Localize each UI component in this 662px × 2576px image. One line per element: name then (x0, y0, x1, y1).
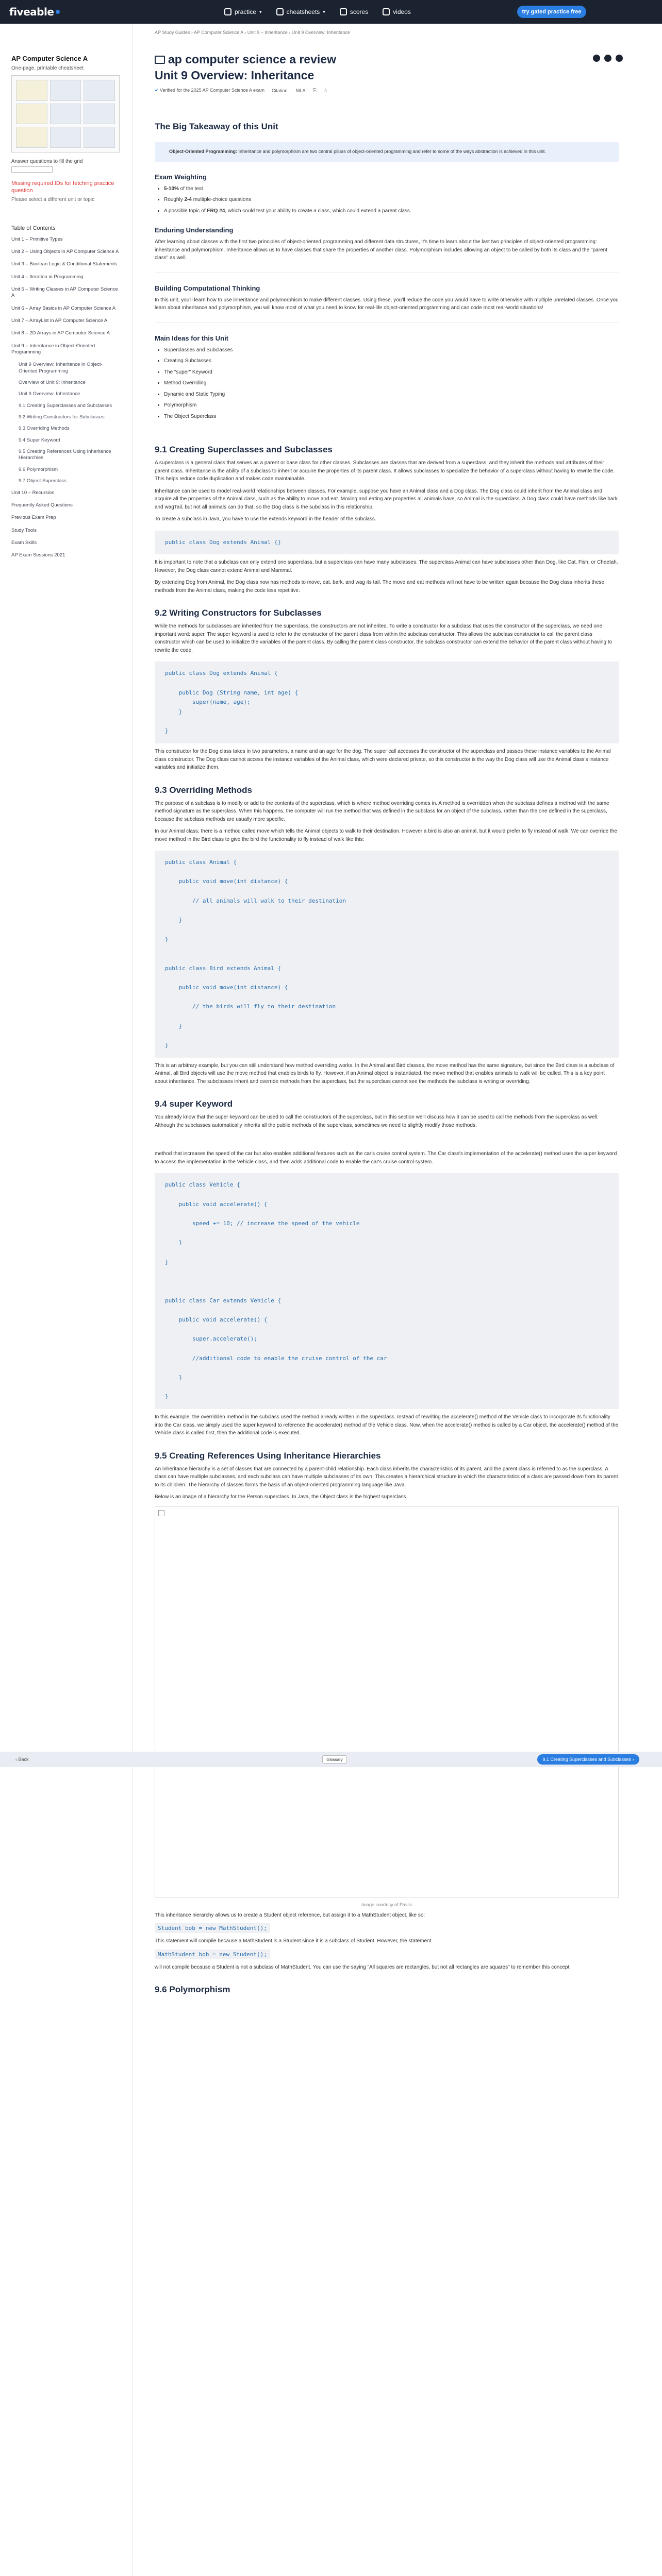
toc-title: Table of Contents (11, 225, 56, 231)
paragraph: In this unit, you'll learn how to use inheritance and polymorphism to make different classes. Using these, you'll reduce the code you would have to write otherwise with multiple unrelated classes. Once you learn about inheritance and polymorphism, you will know most of what you need to know for real-life object-oriented programming and can code most real-world situations! (155, 297, 619, 311)
image-caption: Image courtesy of Pavlis (361, 1902, 412, 1907)
broken-image-icon (158, 1510, 164, 1516)
list-text: Roughly (164, 197, 185, 202)
paragraph: method that increases the speed of the car but also enables additional features such as the car's cruise control system. The Car class's implementation of the accelerate() method uses the super keyword to access the implementation in the Vehicle class, and then adds additional code to enable the car's cruise control system. (155, 1151, 617, 1165)
top-navbar (0, 0, 662, 24)
toc-item[interactable]: 9.3 Overriding Methods (19, 426, 70, 432)
toc-item[interactable]: Study Tools (11, 527, 37, 533)
nav-videos[interactable] (383, 8, 411, 15)
list-item: • Superclasses and Subclasses (164, 346, 619, 354)
video-icon (383, 8, 390, 15)
paragraph: This inheritance hierarchy allows us to create a Student object reference, but assign it to a MathStudent object, like so: (155, 1912, 425, 1918)
list-bold: FRQ #4 (207, 208, 225, 214)
table-of-contents (11, 236, 121, 559)
cheatsheet-preview[interactable] (11, 75, 120, 152)
subheading: Building Computational Thinking (155, 284, 260, 292)
inline-code: MathStudent bob = new Student(); (155, 1950, 270, 1959)
cheatsheet-cell (50, 104, 81, 125)
paragraph: To create a subclass in Java, you have to use the extends keyword in the header of the subclass. (155, 516, 376, 522)
check-icon: ✔ (155, 88, 160, 93)
page-meta (155, 88, 619, 93)
paragraph: This is an arbitrary example, but you can still understand how method overriding works. In the Animal and Bird classes, the move method has the same signature, but since the Bird class is a subclass of Animal, all Bird objects will use the move method that enables birds to fly. However, if an Animal object is instantiated, the move method that enables animals to walk will be called. This is a key point about inheritance. The subclasses inherit and override methods from the superclass, but the superclass cannot see the methods the subclass is writing or overriding. (155, 1062, 615, 1084)
error-message: Missing required IDs for fetching practice question (11, 180, 114, 194)
inline-code: Student bob = new MathStudent(); (155, 1923, 270, 1933)
list-text: A possible topic of (164, 208, 207, 214)
cheatsheet-cell (16, 104, 47, 125)
list-bold: 5-10% (164, 185, 179, 192)
bottom-nav-bar (0, 1752, 662, 1767)
toc-item[interactable]: 9.2 Writing Constructors for Subclasses (19, 414, 105, 420)
main-ideas-list (155, 346, 619, 421)
toc-item[interactable]: Unit 3 – Boolean Logic & Conditional Statements (11, 261, 118, 267)
sidebar (0, 24, 133, 2576)
list-item (164, 185, 619, 193)
paragraph: By extending Dog from Animal, the Dog class now has methods to move, eat, bark, and wag its tail. The move and eat methods will not have to be written again because the Dog class inherits these methods from the Animal class, making the code less repetitive. (155, 580, 604, 594)
code-block: public class Animal { public void move(int distance) { // all animals will walk to their destination } } public class Bird extends Animal { public void move(int distance) { // the birds will fly to their destination } } (155, 851, 619, 1058)
toc-item[interactable]: Unit 5 – Writing Classes in AP Computer Science A (11, 286, 118, 299)
toc-item[interactable]: 9.4 Super Keyword (19, 437, 60, 443)
share-icon[interactable]: ⎘ (312, 88, 317, 93)
contributor-avatars (592, 54, 624, 63)
toc-item[interactable]: Overview of Unit 9: Inheritance (19, 380, 86, 386)
paragraph: In this example, the overridden method in the subclass used the method already written in the superclass. Instead of rewriting the accelerate() method of the Vehicle class to incorporate its functionality into the Car class, we simply used the super keyword to reference the accelerate() method of the Vehicle class. Now, when the accelerate() method is called by a Car object, the accelerate() method of the Vehicle class is called first, then the additional code is executed. (155, 1414, 619, 1436)
toc-item[interactable]: 9.6 Polymorphism (19, 466, 58, 472)
cheatsheet-icon (276, 8, 284, 15)
paragraph: While the methods for subclasses are inherited from the superclass, the constructors are not inherited. To write a constructor for a subclass that uses the constructor of the superclass, we need one important word: super. The super keyword is used to refer to the constructor of the parent class from within the subclass constructor. This allows the subclass constructor to call the parent class constructor which can be used to initialize the variables of the parent class. By calling the parent class constructor, the subclass constructor can extend the behavior of the parent class without having to rewrite the code. (155, 623, 613, 653)
nav-label: videos (393, 8, 411, 15)
avatar[interactable] (592, 54, 601, 63)
code-block: public class Dog extends Animal { public Dog (String name, int age) { super(name, age); } } (155, 662, 619, 743)
glossary-button[interactable]: Glossary (322, 1755, 347, 1764)
verified-text: Verified for the 2025 AP Computer Science A exam (160, 88, 265, 93)
sidebar-subtitle: One-page, printable cheatsheet (11, 65, 84, 71)
chevron-down-icon: ▾ (259, 9, 262, 14)
cheatsheet-cell (16, 127, 47, 148)
section-heading: 9.3 Overriding Methods (155, 785, 252, 795)
course-title-text: ap computer science a review (168, 53, 336, 66)
cheatsheet-cell (50, 80, 81, 101)
list-item: • Dynamic and Static Typing (164, 391, 619, 399)
paragraph: Inheritance can be used to model real-world relationships between classes. For example, suppose you have an Animal class and a Dog class. The Dog class could inherit from the Animal class and acquire all the properties of the Animal class, such as the ability to move and eat. Moving and eating are properties all animals have, so Animal is the superclass. A Dog class could have methods like bark and wagTail, but not all animals can do that, so the Dog class is the subclass in this relationship. (155, 488, 618, 510)
toc-item[interactable]: Exam Skills (11, 539, 37, 546)
main-nav (224, 0, 411, 24)
list-text: , which could test your ability to create a class, which could extend a parent class. (225, 208, 411, 214)
list-text: of the test (178, 185, 203, 192)
callout-bold: Object-Oriented Programming: (169, 149, 238, 154)
breadcrumb[interactable]: AP Study Guides › AP Computer Science A › Unit 9 – Inheritance › Unit 9 Overview: Inheritance (155, 30, 350, 35)
practice-progress (11, 166, 53, 173)
cheatsheet-cell (50, 127, 81, 148)
subheading: Exam Weighting (155, 173, 207, 181)
course-title[interactable] (155, 53, 619, 66)
list-item: • The "super" Keyword (164, 368, 619, 377)
callout-text: Inheritance and polymorphism are two central pillars of object-oriented programming and refer to some of the ways abstraction is achieved in this unit. (238, 149, 546, 154)
sidebar-title: AP Computer Science A (11, 55, 88, 62)
paragraph: A superclass is a general class that serves as a parent or base class for other classes. Subclasses are classes that are derived from a superclass, and they inherit the methods and attributes of their parent class. Inheritance is the ability of a subclass to inherit or acquire the properties of its parent class. It allows subclasses to specialize the behavior of a superclass without having to rewrite the code. This helps reduce code duplication and makes code maintainable. (155, 460, 615, 482)
error-hint: Please select a different unit or topic (11, 196, 95, 202)
toc-item[interactable]: 9.1 Creating Superclasses and Subclasses (19, 402, 112, 409)
toc-item[interactable]: 9.5 Creating References Using Inheritance Hierarchies (19, 449, 111, 461)
list-item: • Creating Subclasses (164, 357, 619, 365)
cheatsheet-cell (16, 80, 47, 101)
paragraph: Below is an image of a hierarchy for the Person superclass. In Java, the Object class is the highest superclass. (155, 1494, 408, 1500)
code-block: public class Dog extends Animal {} (155, 531, 619, 555)
cheatsheet-cell (84, 127, 115, 148)
cheatsheet-cell (84, 80, 115, 101)
paragraph: In our Animal class, there is a method called move which tells the Animal objects to walk to their destination. However a bird is also an animal, but it would prefer to fly instead of walk. We can override the move method in the Bird class to give the bird the functionality to fly instead of walk like this: (155, 828, 617, 842)
main-content (155, 24, 619, 1995)
toc-item[interactable]: Unit 1 – Primitive Types (11, 236, 63, 242)
list-item (164, 196, 619, 204)
toc-item[interactable]: Unit 7 – ArrayList in AP Computer Science A (11, 318, 108, 324)
paragraph: This statement will compile because a MathStudent is a Student since it is a subclass of Student. However, the statement (155, 1938, 432, 1944)
logo-dot-icon (56, 10, 60, 14)
toc-item[interactable]: Unit 4 – Iteration in Programming (11, 274, 84, 280)
practice-icon (224, 8, 231, 15)
toc-item[interactable]: Unit 9 Overview: Inheritance (19, 391, 80, 397)
list-item: • Polymorphism (164, 401, 619, 410)
toc-item[interactable]: 9.7 Object Superclass (19, 478, 67, 484)
section-heading: 9.6 Polymorphism (155, 1985, 230, 1995)
fiveable-logo[interactable] (9, 6, 60, 18)
exam-list (155, 185, 619, 215)
next-topic-button[interactable]: 9.1 Creating Superclasses and Subclasses › (537, 1754, 639, 1765)
section-heading: 9.4 super Keyword (155, 1099, 233, 1109)
bookmark-icon[interactable]: ☆ (323, 88, 328, 93)
toc-item[interactable]: Unit 6 – Array Basics in AP Computer Science A (11, 305, 116, 311)
citation-label: Citation: (272, 88, 289, 93)
practice-prompt: Answer questions to fill the grid (11, 159, 83, 164)
page-title: Unit 9 Overview: Inheritance (155, 69, 315, 82)
list-item: • The Object Superclass (164, 413, 619, 421)
subheading: Enduring Understanding (155, 226, 234, 234)
avatar[interactable] (603, 54, 613, 63)
list-item (164, 207, 619, 215)
paragraph: After learning about classes with the first two principles of object-oriented programming and different data structures, it's time to learn about the last two principles of object-oriented programming: inheritance and polymorphism. Inheritance allows us to have classes that share the properties of another class. Polymorphism includes allowing an object to be called by both its class and the "parent class" as well. (155, 239, 607, 261)
logo-text: fiveable (9, 6, 54, 18)
folder-icon (155, 56, 165, 64)
paragraph: This constructor for the Dog class takes in two parameters, a name and an age for the dog. The super call accesses the constructor of the superclass and passes these instance variables to the Animal class constructor. The Dog class cannot access the instance variables of the Animal class, which were declared private, so this constructor is the way the Dog class will use the Animal class's instance variables and initialize them. (155, 749, 611, 770)
cheatsheet-cell (84, 104, 115, 125)
toc-item[interactable]: AP Exam Sessions 2021 (11, 552, 65, 558)
paragraph: will not compile because a Student is not a subclass of MathStudent. You can use the saying "All squares are rectangles, but not all rectangles are squares" to remember this concept. (155, 1964, 571, 1970)
paragraph: It is important to note that a subclass can only extend one superclass, but a superclass can have many subclasses. The superclass Animal can have subclasses other than Dog, like Cat, Fish, or Cheetah. However, the Dog class cannot extend Animal and Mammal. (155, 560, 618, 573)
toc-item[interactable]: Previous Exam Prep (11, 515, 56, 521)
nav-label: cheatsheets (286, 8, 320, 15)
verified-badge (155, 88, 264, 93)
section-heading: 9.1 Creating Superclasses and Subclasses (155, 445, 333, 454)
toc-item[interactable]: Unit 9 – Inheritance in Object-Oriented Programming (11, 343, 95, 355)
list-item: • Method Overriding (164, 379, 619, 387)
nav-cheatsheets[interactable] (276, 8, 325, 15)
chevron-down-icon: ▾ (323, 9, 325, 14)
subheading: Main Ideas for this Unit (155, 334, 229, 342)
section-heading: 9.2 Writing Constructors for Subclasses (155, 608, 322, 618)
nav-label: scores (350, 8, 369, 15)
back-button[interactable]: ‹ Back (15, 1757, 29, 1762)
paragraph: The purpose of a subclass is to modify or add to the contents of the superclass, which is where method overriding comes in. A method is overridden when the subclass defines a method with the same method signature as the superclass. When this happens, the computer will run the method that was defined in the subclass for an object of the subclass, rather than the one defined in the superclass, because the subclass methods are usually more specific. (155, 800, 609, 822)
section-heading: 9.5 Creating References Using Inheritance Hierarchies (155, 1450, 381, 1461)
list-text: multiple-choice questions (191, 197, 251, 202)
code-block: public class Vehicle { public void accelerate() { speed += 10; // increase the speed of the vehicle } } public class Car extends Vehicle { public void accelerate() { super.accelerate(); //additional code to enable the cruise control of the car } } (155, 1173, 619, 1409)
nav-practice[interactable] (224, 8, 262, 15)
citation-format-select[interactable]: MLA (296, 88, 306, 93)
try-practice-button[interactable]: try gated practice free (517, 6, 586, 18)
callout-box (155, 142, 619, 162)
toc-item[interactable]: Unit 9 Overview: Inheritance in Object-Oriented Programming (19, 362, 103, 374)
toc-item[interactable]: Unit 10 – Recursion (11, 489, 55, 496)
paragraph: An inheritance hierarchy is a set of classes that are connected by a parent-child relationship. Each class inherits the characteristics of its parent, and the parent class is referred to as the superclass. A class can have multiple subclasses, and each subclass can have multiple subclasses of its own. This creates a hierarchical structure in which the characteristics of a class are passed down from its parent to its children. The hierarchy of classes forms the basis of an object-oriented programming language like Java. (155, 1466, 618, 1488)
hierarchy-image (155, 1506, 619, 1898)
scores-icon (340, 8, 347, 15)
paragraph: You already know that the super keyword can be used to call the constructors of the superclass, but in this section we'll discuss how it can be used to call the methods from the superclass as well. Although the subclasses automatically inherits all the public methods of the superclass, sometimes we need to slightly modify those methods. (155, 1114, 599, 1128)
toc-item[interactable]: Unit 2 – Using Objects in AP Computer Science A (11, 248, 119, 255)
nav-label: practice (235, 8, 257, 15)
nav-scores[interactable] (340, 8, 368, 15)
toc-item[interactable]: Frequently Asked Questions (11, 502, 73, 508)
avatar[interactable] (615, 54, 624, 63)
toc-item[interactable]: Unit 8 – 2D Arrays in AP Computer Science A (11, 330, 110, 336)
section-heading: The Big Takeaway of this Unit (155, 109, 619, 132)
list-bold: 2-4 (184, 197, 192, 202)
